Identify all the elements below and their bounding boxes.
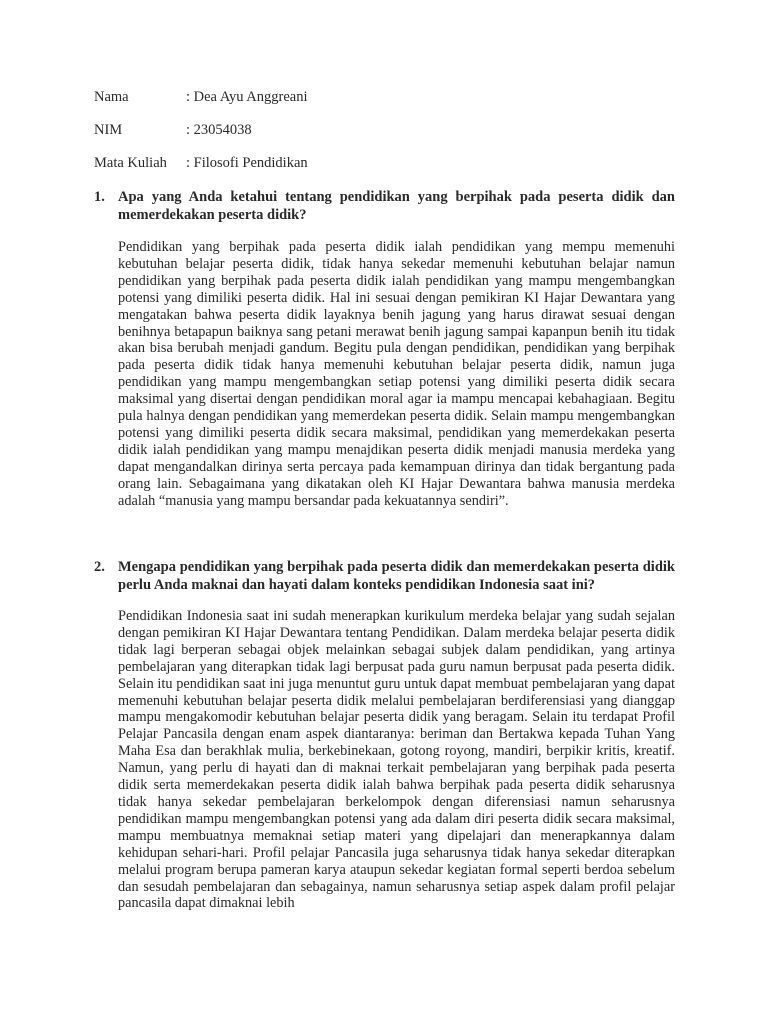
- mata-kuliah-value: : Filosofi Pendidikan: [186, 155, 308, 171]
- nama-value: : Dea Ayu Anggreani: [186, 89, 308, 105]
- question-number: 1.: [94, 189, 105, 205]
- nim-label: NIM: [94, 122, 123, 138]
- question-text: Mengapa pendidikan yang berpihak pada peserta didik dan memerdekakan peserta didik perlu Anda maknai dan hayati dalam konteks pendidikan Indonesia saat ini?: [118, 559, 675, 593]
- mata-kuliah-label: Mata Kuliah: [94, 155, 167, 171]
- nama-row: [94, 88, 308, 106]
- nim-value: : 23054038: [186, 122, 252, 138]
- answer-paragraph: Pendidikan yang berpihak pada peserta didik ialah pendidikan yang mempu memenuhi kebutuhan belajar peserta didik, tidak hanya sekedar memenuhi kebutuhan belajar namun pendidikan yang berpihak pada peserta didik ialah pendidikan yang mampu mengembangkan potensi yang dimiliki peserta didik. Hal ini sesuai dengan pemikiran KI Hajar Dewantara yang mengatakan bahwa peserta didik layaknya benih jagung yang harus dirawat sesuai dengan benihnya betapapun baiknya sang petani merawat benih jagung sampai kapanpun benih itu tidak akan bisa berubah menjadi gandum. Begitu pula dengan pendidikan, pendidikan yang berpihak pada peserta didik tidak hanya memenuhi kebutuhan belajar peserta didik, namun juga pendidikan yang mampu mengembangkan setiap potensi yang dimiliki peserta didik secara maksimal yang disertai dengan pendidikan moral agar ia mampu mencapai kebahagiaan. Begitu pula halnya dengan pendidikan yang memerdekan peserta didik. Selain mampu mengembangkan potensi yang dimiliki peserta didik secara maksimal, pendidikan yang memerdekakan peserta didik ialah pendidikan yang mampu menajdikan peserta didik menjadi manusia merdeka yang dapat mengandalkan dirinya serta percaya pada kemampuan dirinya dan tidak bergantung pada orang lain. Sebagaimana yang dikatakan oleh KI Hajar Dewantara bahwa manusia merdeka adalah “manusia yang mampu bersandar pada kekuatannya sendiri”.: [118, 239, 675, 509]
- question-number: 2.: [94, 559, 105, 575]
- answer-paragraph: Pendidikan Indonesia saat ini sudah menerapkan kurikulum merdeka belajar yang sudah sejalan dengan pemikiran KI Hajar Dewantara tentang Pendidikan. Dalam merdeka belajar peserta didik tidak lagi berperan sebagai objek melainkan sebagai subjek dalam pendidikan, yang artinya pembelajaran yang diterapkan tidak lagi berpusat pada guru namun berpusat pada peserta didik. Selain itu pendidikan saat ini juga menuntut guru untuk dapat membuat pembelajaran yang dapat memenuhi kebutuhan belajar peserta didik melalui pembelajaran berdiferensiasi yang dianggap mampu mengakomodir kebutuhan belajar peserta didik yang beragam. Selain itu terdapat Profil Pelajar Pancasila dengan enam aspek diantaranya: beriman dan Bertakwa kepada Tuhan Yang Maha Esa dan berakhlak mulia, berkebinekaan, gotong royong, mandiri, berpikir kritis, kreatif. Namun, yang perlu di hayati dan di maknai terkait pembelajaran yang berpihak pada peserta didik serta memerdekakan peserta didik ialah bahwa berpihak pada peserta didik seharusnya tidak hanya sekedar pembelajaran berkelompok dengan diferensiasi namun seharusnya pendidikan mampu mengembangkan potensi yang ada dalam diri peserta didik secara maksimal, mampu membuatnya memaknai setiap materi yang dipelajari dan menerapkannya dalam kehidupan sehari-hari. Profil pelajar Pancasila juga seharusnya tidak hanya sekedar diterapkan melalui program berupa pameran karya ataupun sekedar kegiatan formal seperti berdoa sebelum dan sesudah pembelajaran dan sebagainya, namun seharusnya setiap aspek dalam profil pelajar pancasila dapat dimaknai lebih: [118, 608, 675, 912]
- mata-kuliah-row: [94, 154, 308, 172]
- nama-label: Nama: [94, 89, 129, 105]
- question-text: Apa yang Anda ketahui tentang pendidikan yang berpihak pada peserta didik dan memerdekakan peserta didik?: [118, 189, 675, 223]
- nim-row: [94, 121, 252, 139]
